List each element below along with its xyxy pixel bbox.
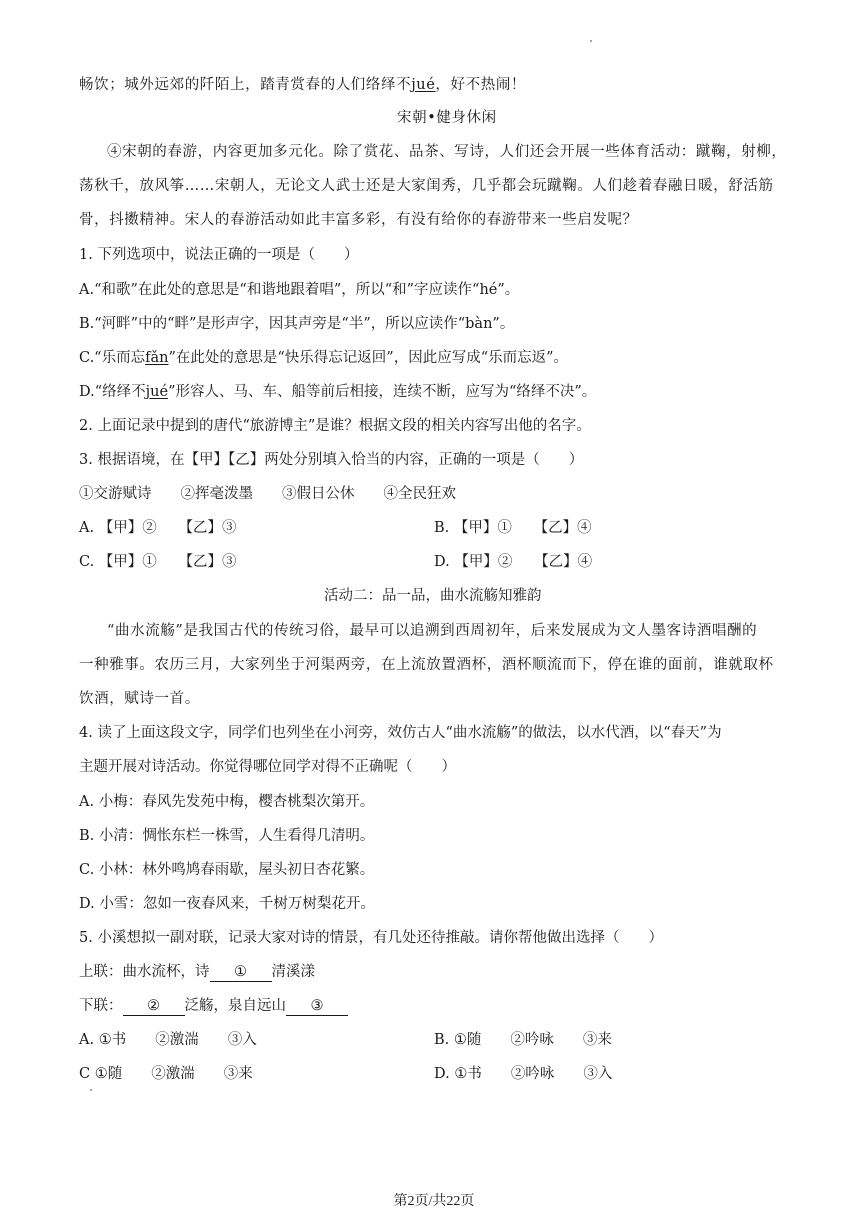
question-4-option-d: D. 小雪：忽如一夜春风来，千树万树梨花开。 xyxy=(79,896,375,912)
question-5-option-a: A. ①书 ②激湍 ③入 xyxy=(79,1032,257,1048)
couplet-text: 上联：曲水流杯，诗 xyxy=(79,964,210,980)
paragraph-4-line-2: 荡秋千，放风筝……宋朝人，无论文人武士还是大家闺秀，几乎都会玩蹴鞠。人们趁着春融日暖，舒活筋 xyxy=(79,178,774,194)
couplet-lower xyxy=(79,996,348,1016)
pinyin-jue: jué xyxy=(145,384,169,400)
pinyin-jue: jué xyxy=(411,77,436,93)
question-3-option-b: B. 【甲】① 【乙】④ xyxy=(434,520,592,536)
couplet-upper xyxy=(79,962,315,982)
question-1-option-b: B.“河畔”中的“畔”是形声字，因其声旁是“半”，所以应读作“bàn”。 xyxy=(79,316,515,332)
question-1-option-d xyxy=(79,382,596,402)
option-text: C.“乐而忘 xyxy=(79,350,146,366)
section-title: 宋朝•健身休闲 xyxy=(397,110,497,126)
question-3-items: ①交游赋诗 ②挥毫泼墨 ③假日公休 ④全民狂欢 xyxy=(79,486,456,502)
passage-text: 畅饮；城外远郊的阡陌上，踏青赏春的人们络绎不 xyxy=(79,77,412,93)
question-4-stem-1: 4. 读了上面这段文字，同学们也列坐在小河旁，效仿古人“曲水流觞”的做法，以水代酒，以“春天”为 xyxy=(79,725,722,741)
page-footer: 第2页/共22页 xyxy=(393,1194,475,1209)
question-1-stem: 1. 下列选项中，说法正确的一项是（ ） xyxy=(79,247,359,263)
question-5-option-b: B. ①随 ②吟咏 ③来 xyxy=(434,1032,612,1048)
question-4-option-a: A. 小梅：春风先发苑中梅，樱杏桃梨次第开。 xyxy=(79,794,375,810)
question-5-stem: 5. 小溪想拟一副对联，记录大家对诗的情景，有几处还待推敲。请你帮他做出选择（ ） xyxy=(79,930,663,946)
paragraph-4-line-1: ④宋朝的春游，内容更加多元化。除了赏花、品茶、写诗，人们还会开展一些体育活动：蹴鞠，射柳， xyxy=(107,144,787,160)
question-3-option-c: C. 【甲】① 【乙】③ xyxy=(79,554,237,570)
option-text: ”在此处的意思是“快乐得忘记返回”，因此应写成“乐而忘返”。 xyxy=(168,350,569,366)
question-5-option-c: C ①随 ②激湍 ③来 xyxy=(79,1066,253,1082)
option-text: D.“络绎不 xyxy=(79,384,146,400)
question-2-stem: 2. 上面记录中提到的唐代“旅游博主”是谁？根据文段的相关内容写出他的名字。 xyxy=(79,418,591,434)
scan-dot xyxy=(590,40,592,42)
question-3-option-a: A. 【甲】② 【乙】③ xyxy=(79,520,237,536)
question-4-option-c: C. 小林：林外鸣鸠春雨歇，屋头初日杏花繁。 xyxy=(79,862,375,878)
couplet-text: 清溪漾 xyxy=(271,964,315,980)
question-4-option-b: B. 小清：惆怅东栏一株雪，人生看得几清明。 xyxy=(79,828,375,844)
activity-2-line-3: 饮酒，赋诗一首。 xyxy=(79,691,200,707)
blank-2: ② xyxy=(123,998,185,1016)
activity-2-title: 活动二：品一品，曲水流觞知雅韵 xyxy=(324,588,542,604)
blank-1: ① xyxy=(210,964,272,982)
option-text: ”形容人、马、车、船等前后相接，连续不断，应写为“络绎不决”。 xyxy=(168,384,597,400)
question-3-stem: 3. 根据语境，在【甲】【乙】两处分别填入恰当的内容，正确的一项是（ ） xyxy=(79,452,584,468)
couplet-text: 下联： xyxy=(79,998,123,1014)
question-1-option-c xyxy=(79,348,568,368)
passage-text: ，好不热闹！ xyxy=(435,77,527,93)
paragraph-4-line-3: 骨，抖擞精神。宋人的春游活动如此丰富多彩，有没有给你的春游带来一些启发呢？ xyxy=(79,212,638,228)
question-1-option-a: A.“和歌”在此处的意思是“和谐地跟着唱”，所以“和”字应读作“hé”。 xyxy=(79,282,520,298)
activity-2-line-2: 一种雅事。农历三月，大家列坐于河渠两旁，在上流放置酒杯，酒杯顺流而下，停在谁的面前，谁就取杯 xyxy=(79,657,774,673)
blank-3: ③ xyxy=(286,998,348,1016)
question-4-stem-2: 主题开展对诗活动。你觉得哪位同学对得不正确呢（ ） xyxy=(79,759,456,775)
couplet-text: 泛觞，泉自远山 xyxy=(184,998,286,1014)
scan-dot xyxy=(90,1089,92,1091)
activity-2-line-1: “曲水流觞”是我国古代的传统习俗，最早可以追溯到西周初年，后来发展成为文人墨客诗酒唱酬的 xyxy=(107,623,758,639)
passage-line-1 xyxy=(79,75,526,95)
pinyin-fan: fǎn xyxy=(145,350,169,366)
question-3-option-d: D. 【甲】② 【乙】④ xyxy=(434,554,593,570)
question-5-option-d: D. ①书 ②吟咏 ③入 xyxy=(434,1066,613,1082)
